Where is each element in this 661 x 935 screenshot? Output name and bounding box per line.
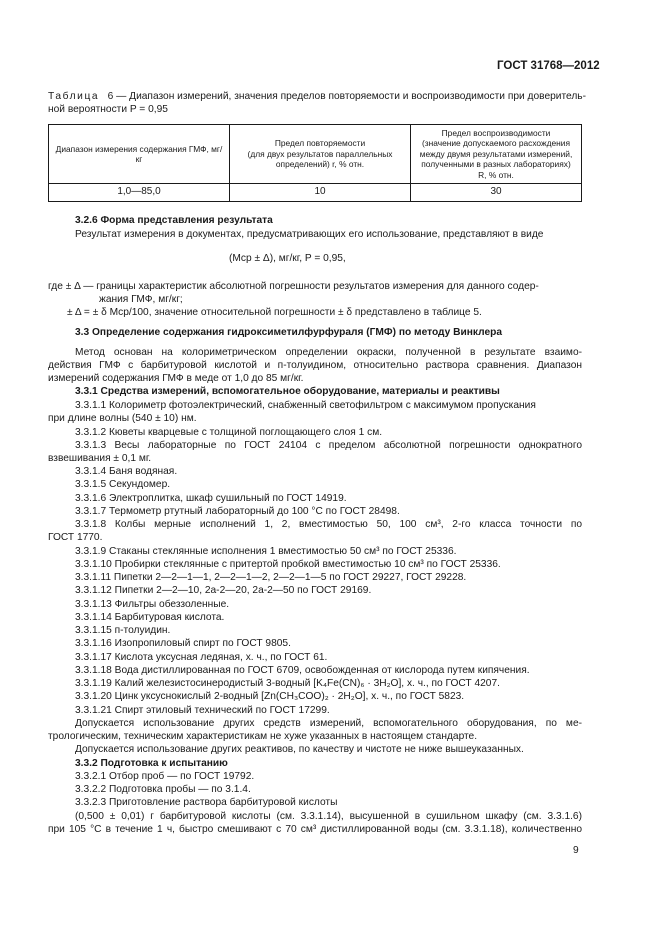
table-row [49,184,582,202]
list-item: 3.3.1.17 Кислота уксусная ледяная, х. ч., по ГОСТ 61. [75,652,328,663]
list-item: 3.3.1.2 Кюветы кварцевые с толщиной поглощающего слоя 1 см. [75,427,383,438]
list-item: 3.3.1.7 Термометр ртутный лабораторный до 100 °С по ГОСТ 28498. [75,506,400,517]
result-formula: (Mср ± Δ), мг/кг, P = 0,95, [229,253,346,264]
paragraph-line: ± Δ = ± δ Mср/100, значение относительной погрешности ± δ представлено в таблице 5. [67,307,482,318]
list-item: 3.3.1.5 Секундомер. [75,479,171,490]
list-item: 3.3.1.19 Калий железистосинеродистый 3-водный [K₄Fe(CN)₆ · 3H₂O], х. ч., по ГОСТ 4207. [75,678,500,689]
paragraph-line: где ± Δ — границы характеристик абсолютной погрешности результатов измерения для данного содер- [48,281,539,292]
section-heading-3-2-6: 3.2.6 Форма представления результата [75,215,273,226]
list-item: 3.3.1.12 Пипетки 2—2—10, 2а-2—20, 2а-2—50 по ГОСТ 29169. [75,585,372,596]
list-item: 3.3.2.3 Приготовление раствора барбитуровой кислоты [75,797,338,808]
table-caption-text: 6 — Диапазон измерений, значения пределов повторяемости и воспроизводимости при доверитель- [107,91,586,102]
paragraph-line: Допускается использование других реактивов, по качеству и чистоте не ниже вышеуказанных. [75,744,524,755]
list-item: при длине волны (540 ± 10) нм. [48,413,197,424]
paragraph-line: при 105 °С в течение 1 ч, быстро смешивают с 70 см³ дистиллированной воды (см. 3.3.1.18), количественно [48,824,582,835]
paragraph-line: Метод основан на колориметрическом определении окраски, полученной в результате взаимо- [75,347,582,358]
list-item: 3.3.2.1 Отбор проб — по ГОСТ 19792. [75,771,255,782]
list-item: 3.3.1.20 Цинк уксуснокислый 2-водный [Zn(CH₃COO)₂ · 2H₂O], х. ч., по ГОСТ 5823. [75,691,465,702]
page-number: 9 [573,845,579,856]
list-item: 3.3.1.13 Фильтры обеззоленные. [75,599,230,610]
list-item: 3.3.1.18 Вода дистиллированная по ГОСТ 6709, освобожденная от кислорода путем кипячения. [75,665,530,676]
standard-number: ГОСТ 31768—2012 [497,60,600,72]
paragraph-line: действия ГМФ с барбитуровой кислотой и п-толуидином, относительно раствора сравнения. Диапазон [48,360,582,371]
list-item: взвешивания ± 0,1 мг. [48,453,152,464]
list-item: 3.3.1.15 п-толуидин. [75,625,171,636]
header-reproducibility-line: между двумя результатами измерений, [419,148,573,159]
list-item: 3.3.1.21 Спирт этиловый технический по ГОСТ 17299. [75,705,330,716]
paragraph-line: измерений содержания ГМФ в меде от 1,0 до 85 мг/кг. [48,373,304,384]
header-reproducibility-line: Предел воспроизводимости [441,127,551,138]
paragraph-line: Результат измерения в документах, предусматривающих его использование, представляют в виде [75,229,544,240]
cell-range: 1,0—85,0 [49,184,230,202]
section-heading-3-3-2: 3.3.2 Подготовка к испытанию [75,758,228,769]
table-header-row [49,125,582,184]
paragraph-line: (0,500 ± 0,01) г барбитуровой кислоты (см. 3.3.1.14), высушенной в сушильном шкафу (см. 3.3.1.6) [75,811,582,822]
paragraph-line: жания ГМФ, мг/кг; [99,294,183,305]
header-reproducibility-line: R, % отн. [478,169,514,180]
list-item: 3.3.1.6 Электроплитка, шкаф сушильный по ГОСТ 14919. [75,493,347,504]
header-measurement-range-label: Диапазон измерения содержания ГМФ, мг/кг [55,143,223,164]
header-repeatability-line: Предел повторяемости [274,138,366,149]
header-repeatability-line: (для двух результатов параллельных [247,148,393,159]
cell-repeatability: 10 [230,184,411,202]
section-heading-3-3-1: 3.3.1 Средства измерений, вспомогательное оборудование, материалы и реактивы [75,386,500,397]
header-measurement-range [49,125,230,184]
table-caption-label: Таблица [48,91,100,102]
list-item: 3.3.1.14 Барбитуровая кислота. [75,612,225,623]
header-reproducibility-line: (значение допускаемого расхождения [422,138,570,149]
header-reproducibility-line: полученными в разных лабораториях) [421,159,571,170]
list-item: ГОСТ 1770. [48,532,103,543]
cell-reproducibility: 30 [411,184,582,202]
table-caption-line-1 [48,91,586,102]
paragraph-line: Допускается использование других средств измерений, вспомогательного оборудования, по ме- [75,718,582,729]
paragraph-line: трологическим, техническим характеристикам не хуже указанных в настоящем стандарте. [48,731,478,742]
list-item: 3.3.1.10 Пробирки стеклянные с притертой пробкой вместимостью 10 см³ по ГОСТ 25336. [75,559,501,570]
header-reproducibility [411,125,582,184]
header-repeatability-line: определений) r, % отн. [275,159,365,170]
table-caption-line-2: ной вероятности P = 0,95 [48,104,168,115]
list-item: 3.3.1.1 Колориметр фотоэлектрический, снабженный светофильтром с максимумом пропускания [75,400,536,411]
list-item: 3.3.1.9 Стаканы стеклянные исполнения 1 вместимостью 50 см³ по ГОСТ 25336. [75,546,457,557]
list-item: 3.3.2.2 Подготовка пробы — по 3.1.4. [75,784,251,795]
list-item: 3.3.1.8 Колбы мерные исполнений 1, 2, вместимостью 50, 100 см³, 2-го класса точности по [75,519,582,530]
list-item: 3.3.1.3 Весы лабораторные по ГОСТ 24104 с пределом абсолютной погрешности однократного [75,440,582,451]
header-repeatability [230,125,411,184]
section-heading-3-3: 3.3 Определение содержания гидроксиметилфурфураля (ГМФ) по методу Винклера [75,327,503,338]
list-item: 3.3.1.16 Изопропиловый спирт по ГОСТ 9805. [75,638,291,649]
list-item: 3.3.1.11 Пипетки 2—2—1—1, 2—2—1—2, 2—2—1—5 по ГОСТ 29227, ГОСТ 29228. [75,572,467,583]
table-6 [48,124,582,202]
list-item: 3.3.1.4 Баня водяная. [75,466,178,477]
